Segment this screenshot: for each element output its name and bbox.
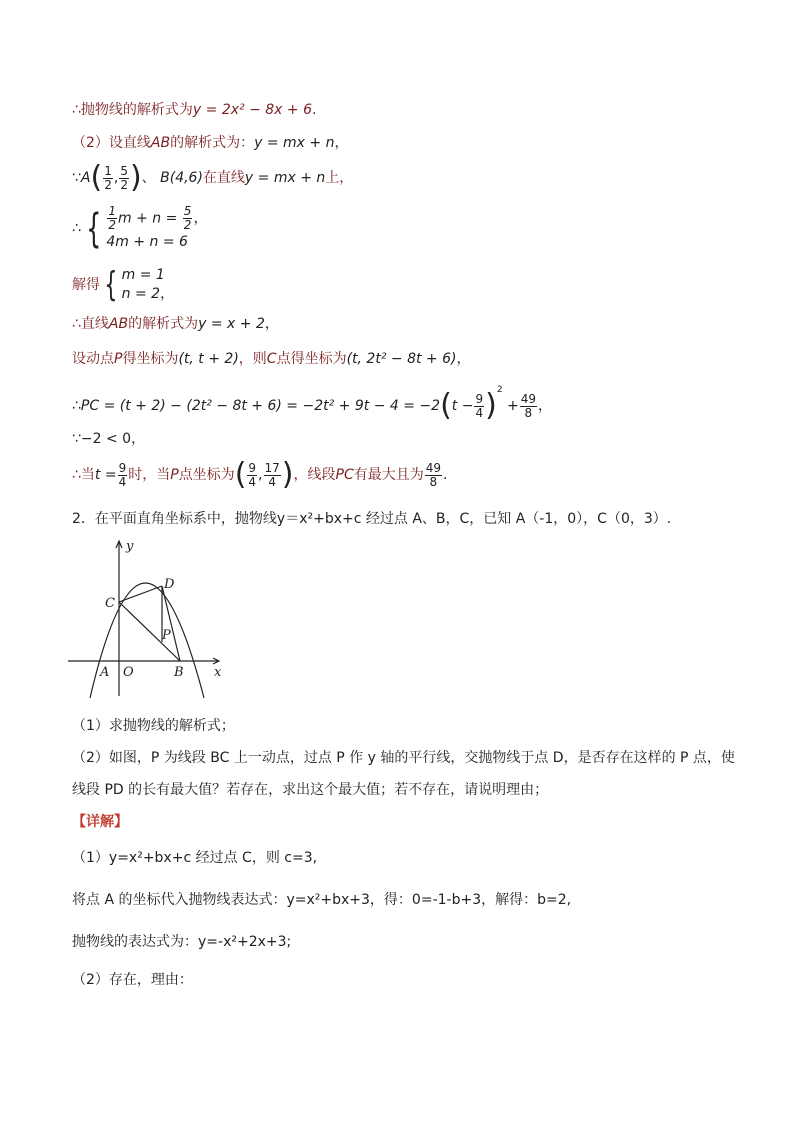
solution-line-7: 设动点P得坐标为(t, t + 2)，则C点得坐标为(t, 2t² − 8t + 6)， — [72, 351, 471, 367]
text: 解得 — [72, 277, 100, 293]
text: ∴直线 — [72, 316, 109, 332]
math: P — [114, 351, 123, 367]
math: AB — [108, 316, 129, 332]
answer-line-3: 抛物线的表达式为：y=-x²+2x+3; — [72, 934, 292, 950]
text: 的解析式为： — [170, 135, 255, 151]
math: y = mx + n — [244, 170, 326, 186]
text: ∵ — [72, 170, 81, 186]
answer-line-1: （1）y=x²+bx+c 经过点 C，则 c=3, — [72, 850, 318, 866]
fraction: $\frac{1}{2}$ — [104, 163, 112, 192]
segment-CD — [119, 586, 162, 602]
equation-system: $\frac{1}{2}$ m + n = $\frac{5}{2}$ ， 4m + n = 6 — [106, 204, 208, 250]
text: ，则 — [238, 351, 267, 367]
fraction: $\frac{5}{2}$ — [120, 163, 128, 192]
math: B(4,6) — [160, 170, 203, 186]
math: y = 2x² − 8x + 6 — [192, 102, 313, 118]
text: 的解析式为 — [128, 316, 199, 332]
text: ，线段 — [293, 467, 336, 483]
text: ∴ — [72, 398, 81, 414]
solution-line-5: 解得 { m = 1 n = 2， — [72, 265, 175, 305]
text: 点得坐标为 — [276, 351, 347, 367]
solution-line-9 — [72, 432, 145, 446]
math: P — [170, 467, 179, 483]
text: 时，当 — [128, 467, 171, 483]
solution-line-4: ∴ { $\frac{1}{2}$ m + n = $\frac{5}{2}$ ， 4m + n = 6 — [72, 204, 208, 252]
text: 得坐标为 — [122, 351, 179, 367]
solution-line-1: ∴抛物线的解析式为y = 2x² − 8x + 6. — [72, 102, 317, 118]
text: ∵−2 < 0， — [72, 431, 146, 447]
question-2: 2．在平面直角坐标系中，抛物线y＝x²+bx+c 经过点 A、B，C，已知 A（-1，0），C（0，3）. — [72, 511, 672, 527]
math: AB — [150, 135, 171, 151]
solution-line-10: ∴当t = $\frac{9}{4}$ 时，当P点坐标为( $\frac{9}{4}$ , $\frac{17}{4}$ )，线段PC有最大且为 $\frac{49}{8}$ . — [72, 457, 448, 492]
math: y = mx + n — [254, 135, 335, 151]
answer-line-2: 将点 A 的坐标代入抛物线表达式：y=x²+bx+3，得：0=-1-b+3，解得：b=2, — [72, 892, 572, 908]
detail-header: 【详解】 — [72, 814, 128, 830]
text: 点坐标为 — [178, 467, 235, 483]
label-C: C — [105, 596, 115, 611]
question-2-part-2-line-1: （2）如图，P 为线段 BC 上一动点，过点 P 作 y 轴的平行线，交抛物线于点 D，是否存在这样的 P 点，使 — [72, 750, 735, 766]
label-y: y — [126, 539, 134, 554]
text: 、 — [141, 170, 156, 186]
math: y = x + 2 — [198, 316, 265, 332]
text: （2）设直线 — [72, 135, 151, 151]
text: ∴ — [72, 220, 81, 237]
question-2-part-2-line-2: 线段 PD 的长有最大值？若存在，求出这个最大值；若不存在，请说明理由； — [72, 782, 549, 798]
label-x: x — [214, 665, 222, 680]
solution-line-3: ∵A( $\frac{1}{2}$ , $\frac{5}{2}$ )、 B(4,6)在直线y = mx + n上， — [72, 160, 354, 195]
math: t = — [94, 467, 117, 483]
label-D: D — [164, 577, 175, 592]
text: 有最大且为 — [353, 467, 424, 483]
parabola-figure — [68, 538, 238, 698]
text: 上， — [325, 170, 354, 186]
text: 设动点 — [72, 351, 114, 367]
solution-line-6: ∴直线AB的解析式为y = x + 2， — [72, 316, 279, 332]
segment-BC — [119, 602, 180, 661]
solution-line-2: （2）设直线AB的解析式为：y = mx + n， — [72, 135, 349, 151]
segment-DB — [162, 586, 180, 661]
math: C — [266, 351, 277, 367]
answer-line-4: （2）存在，理由： — [72, 972, 193, 988]
math: A — [80, 170, 91, 186]
solution-line-8: ∴PC = (t + 2) − (2t² − 8t + 6) = −2t² + 9t − 4 = −2(t − $\frac{9}{4}$ )$^2$ + $\frac{49}{8}$ ， — [72, 385, 553, 423]
label-A: A — [100, 665, 110, 680]
text: ∴抛物线的解析式为 — [72, 102, 193, 118]
math: PC = (t + 2) − (2t² − 8t + 6) = −2t² + 9t − 4 = −2 — [80, 398, 441, 414]
text: ∴当 — [72, 467, 95, 483]
label-B: B — [174, 665, 184, 680]
equation-system: m = 1 n = 2， — [121, 267, 175, 302]
math: t − — [451, 398, 474, 414]
math: (t, t + 2) — [178, 351, 239, 367]
math: (t, 2t² − 8t + 6) — [346, 351, 457, 367]
text: 在直线 — [202, 170, 245, 186]
label-O: O — [123, 665, 134, 680]
label-P: P — [162, 628, 171, 643]
question-2-part-1: （1）求抛物线的解析式； — [72, 718, 235, 734]
math: PC — [335, 467, 354, 483]
